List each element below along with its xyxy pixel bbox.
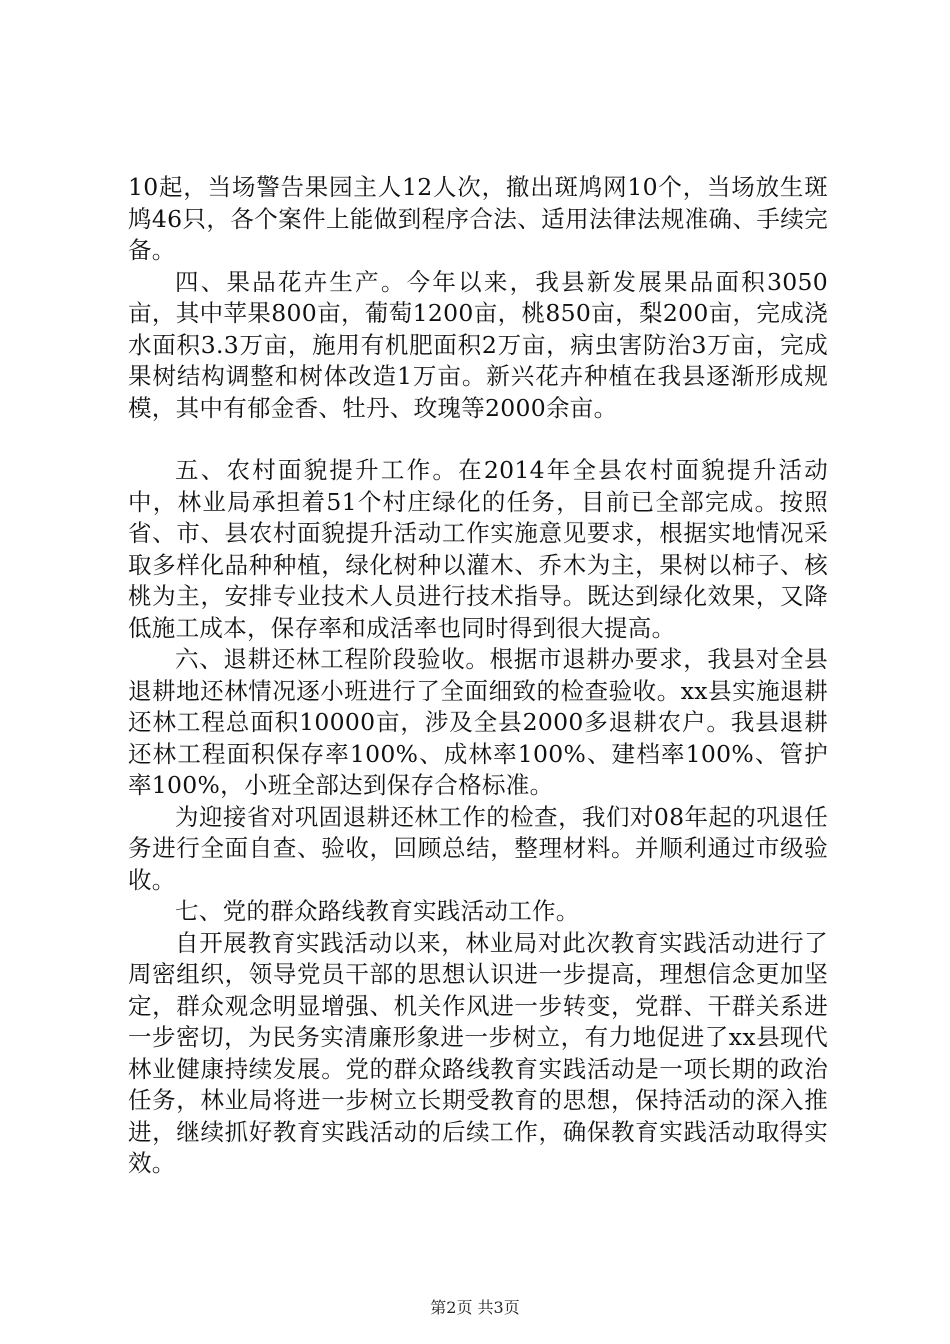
paragraph-4: 六、退耕还林工程阶段验收。根据市退耕办要求，我县对全县退耕地还林情况逐小班进行了全面细致的检查验收。xx县实施退耕还林工程总面积10000亩，涉及全县2000多退耕农户。我县退耕还林工程面积保存率100%、成林率100%、建档率100%、管护率100%，小班全部达到保存合格标准。 bbox=[128, 645, 828, 799]
paragraph-5: 为迎接省对巩固退耕还林工作的检查，我们对08年起的巩退任务进行全面自查、验收，回顾总结，整理材料。并顺利通过市级验收。 bbox=[128, 802, 828, 894]
paragraph-gap bbox=[128, 424, 828, 455]
paragraph-1: 10起，当场警告果园主人12人次，撤出斑鸠网10个，当场放生斑鸠46只，各个案件上能做到程序合法、适用法律法规准确、手续完备。 bbox=[128, 173, 828, 264]
page-number-footer: 第2页 共3页 bbox=[430, 1298, 520, 1317]
paragraph-2: 四、果品花卉生产。今年以来，我县新发展果品面积3050亩，其中苹果800亩，葡萄1200亩，桃850亩，梨200亩，完成浇水面积3.3万亩，施用有机肥面积2万亩，病虫害防治3万亩，完成果树结构调整和树体改造1万亩。新兴花卉种植在我县逐渐形成规模，其中有郁金香、牡丹、玫瑰等2000余亩。 bbox=[128, 267, 828, 422]
paragraph-6: 七、党的群众路线教育实践活动工作。 bbox=[175, 897, 580, 925]
document-body bbox=[128, 172, 828, 1180]
paragraph-7: 自开展教育实践活动以来，林业局对此次教育实践活动进行了周密组织，领导党员干部的思想认识进一步提高，理想信念更加坚定，群众观念明显增强、机关作风进一步转变，党群、干群关系进一步密切，为民务实清廉形象进一步树立，有力地促进了xx县现代林业健康持续发展。党的群众路线教育实践活动是一项长期的政治任务，林业局将进一步树立长期受教育的思想，保持活动的深入推进，继续抓好教育实践活动的后续工作，确保教育实践活动取得实效。 bbox=[128, 928, 828, 1177]
paragraph-3: 五、农村面貌提升工作。在2014年全县农村面貌提升活动中，林业局承担着51个村庄绿化的任务，目前已全部完成。按照省、市、县农村面貌提升活动工作实施意见要求，根据实地情况采取多样化品种种植，绿化树种以灌木、乔木为主，果树以柿子、核桃为主，安排专业技术人员进行技术指导。既达到绿化效果，又降低施工成本，保存率和成活率也同时得到很大提高。 bbox=[128, 456, 828, 642]
